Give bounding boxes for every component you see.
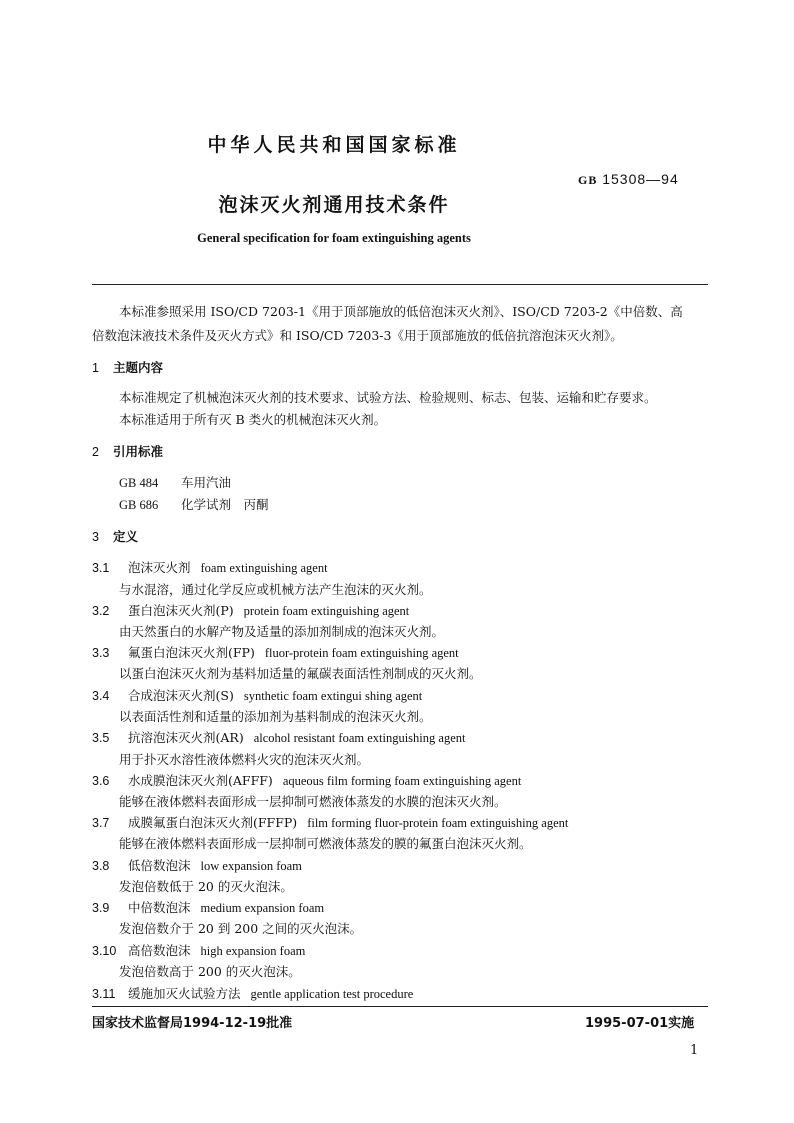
ref-name: 车用汽油: [181, 475, 232, 490]
definition-en: synthetic foam extingui shing agent: [243, 689, 423, 703]
intro-line-1: 本标准参照采用 ISO/CD 7203-1《用于顶部施放的低倍泡沫灭火剂》、ISO/CD 7203-2《中倍数、高: [119, 304, 683, 319]
definition-desc: 能够在液体燃料表面形成一层抑制可燃液体蒸发的水膜的泡沫灭火剂。: [119, 794, 507, 809]
standard-number-prefix: GB: [578, 173, 598, 187]
definition-desc: 发泡倍数低于 20 的灭火泡沫。: [119, 879, 293, 894]
definition-desc: 用于扑灭水溶性液体燃料火灾的泡沫灭火剂。: [119, 752, 370, 767]
definition-term: [92, 898, 324, 916]
footer-rule: [92, 1006, 708, 1007]
definition-cn: 泡沫灭火剂: [128, 560, 191, 575]
definition-term: [92, 558, 328, 576]
definition-desc: 发泡倍数介于 20 到 200 之间的灭火泡沫。: [119, 921, 363, 936]
definition-cn: 蛋白泡沫灭火剂(P): [128, 603, 234, 618]
ref-code: GB 686: [119, 498, 159, 512]
definition-cn: 合成泡沫灭火剂(S): [128, 688, 234, 703]
definition-term: [92, 941, 305, 959]
standard-number-value: 15308—94: [602, 171, 679, 187]
ref-code: GB 484: [119, 476, 159, 490]
page-number: 1: [690, 1043, 699, 1058]
definition-number: 3.7: [92, 816, 110, 830]
definition-term: [92, 771, 521, 789]
section-number: 1: [92, 361, 99, 375]
effective-date: 1995-07-01实施: [585, 1016, 695, 1031]
definition-desc: 能够在液体燃料表面形成一层抑制可燃液体蒸发的膜的氟蛋白泡沫灭火剂。: [119, 836, 532, 851]
definition-en: film forming fluor-protein foam extinguishing agent: [307, 816, 569, 830]
definition-cn: 抗溶泡沫灭火剂(AR): [128, 730, 244, 745]
definition-en: gentle application test procedure: [250, 987, 414, 1001]
definition-term: [92, 856, 302, 874]
definition-cn: 氟蛋白泡沫灭火剂(FP): [128, 645, 255, 660]
definition-term: [92, 984, 413, 1002]
section-1-p1: 本标准规定了机械泡沫灭火剂的技术要求、试验方法、检验规则、标志、包装、运输和贮存要求。: [119, 390, 657, 405]
definition-cn: 高倍数泡沫: [128, 943, 191, 958]
definition-number: 3.3: [92, 646, 110, 660]
definition-en: medium expansion foam: [200, 901, 325, 915]
definition-number: 3.4: [92, 689, 110, 703]
ref-name: 化学试剂 丙酮: [181, 497, 269, 512]
doc-subtitle: General specification for foam extinguishing agents: [197, 231, 471, 245]
section-number: 3: [92, 530, 99, 544]
definition-number: 3.9: [92, 901, 110, 915]
definition-cn: 成膜氟蛋白泡沫灭火剂(FFFP): [128, 815, 298, 830]
standard-title: 中华人民共和国国家标准: [207, 134, 461, 156]
definition-cn: 中倍数泡沫: [128, 900, 191, 915]
section-1-p2: 本标准适用于所有灭 B 类火的机械泡沫灭火剂。: [119, 412, 387, 427]
doc-title: 泡沫灭火剂通用技术条件: [218, 194, 450, 216]
definition-en: aqueous film forming foam extinguishing agent: [282, 774, 522, 788]
definition-number: 3.8: [92, 859, 110, 873]
section-title: 定义: [112, 529, 138, 544]
definition-cn: 水成膜泡沫灭火剂(AFFF): [128, 773, 273, 788]
definition-desc: 发泡倍数高于 200 的灭火泡沫。: [119, 964, 301, 979]
definition-desc: 以表面活性剂和适量的添加剂为基料制成的泡沫灭火剂。: [119, 709, 432, 724]
definition-en: alcohol resistant foam extinguishing agent: [253, 731, 466, 745]
definition-en: high expansion foam: [200, 944, 306, 958]
definition-term: [92, 686, 422, 704]
definition-number: 3.2: [92, 604, 110, 618]
section-title: 主题内容: [112, 360, 163, 375]
definition-desc: 与水混溶，通过化学反应或机械方法产生泡沫的灭火剂。: [119, 582, 432, 597]
definition-term: [92, 813, 568, 831]
definition-desc: 由天然蛋白的水解产物及适量的添加剂制成的泡沫灭火剂。: [119, 624, 445, 639]
definition-desc: 以蛋白泡沫灭火剂为基料加适量的氟碳表面活性剂制成的灭火剂。: [119, 666, 482, 681]
section-1-heading: [92, 358, 163, 376]
definition-en: protein foam extinguishing agent: [243, 604, 410, 618]
section-title: 引用标准: [112, 444, 163, 459]
definition-cn: 缓施加灭火试验方法: [128, 986, 241, 1001]
definition-term: [92, 601, 409, 619]
definition-number: 3.6: [92, 774, 110, 788]
definition-en: low expansion foam: [200, 859, 302, 873]
definition-number: 3.5: [92, 731, 110, 745]
intro-line-2: 倍数泡沫液技术条件及灭火方式》和 ISO/CD 7203-3《用于顶部施放的低倍抗溶泡沫灭火剂》。: [92, 328, 623, 343]
definition-en: fluor-protein foam extinguishing agent: [264, 646, 459, 660]
definition-term: [92, 643, 459, 661]
approval-date: 国家技术监督局1994-12-19批准: [92, 1016, 293, 1031]
definition-term: [92, 728, 465, 746]
section-2-heading: [92, 442, 163, 460]
header-rule: [92, 284, 708, 285]
definition-number: 3.11: [92, 987, 116, 1001]
section-number: 2: [92, 445, 99, 459]
definition-en: foam extinguishing agent: [200, 561, 328, 575]
ref-item: [119, 473, 231, 491]
definition-number: 3.1: [92, 561, 110, 575]
definition-number: 3.10: [92, 944, 117, 958]
definition-cn: 低倍数泡沫: [128, 858, 191, 873]
standard-number: [578, 171, 679, 188]
ref-item: [119, 495, 269, 513]
section-3-heading: [92, 527, 138, 545]
